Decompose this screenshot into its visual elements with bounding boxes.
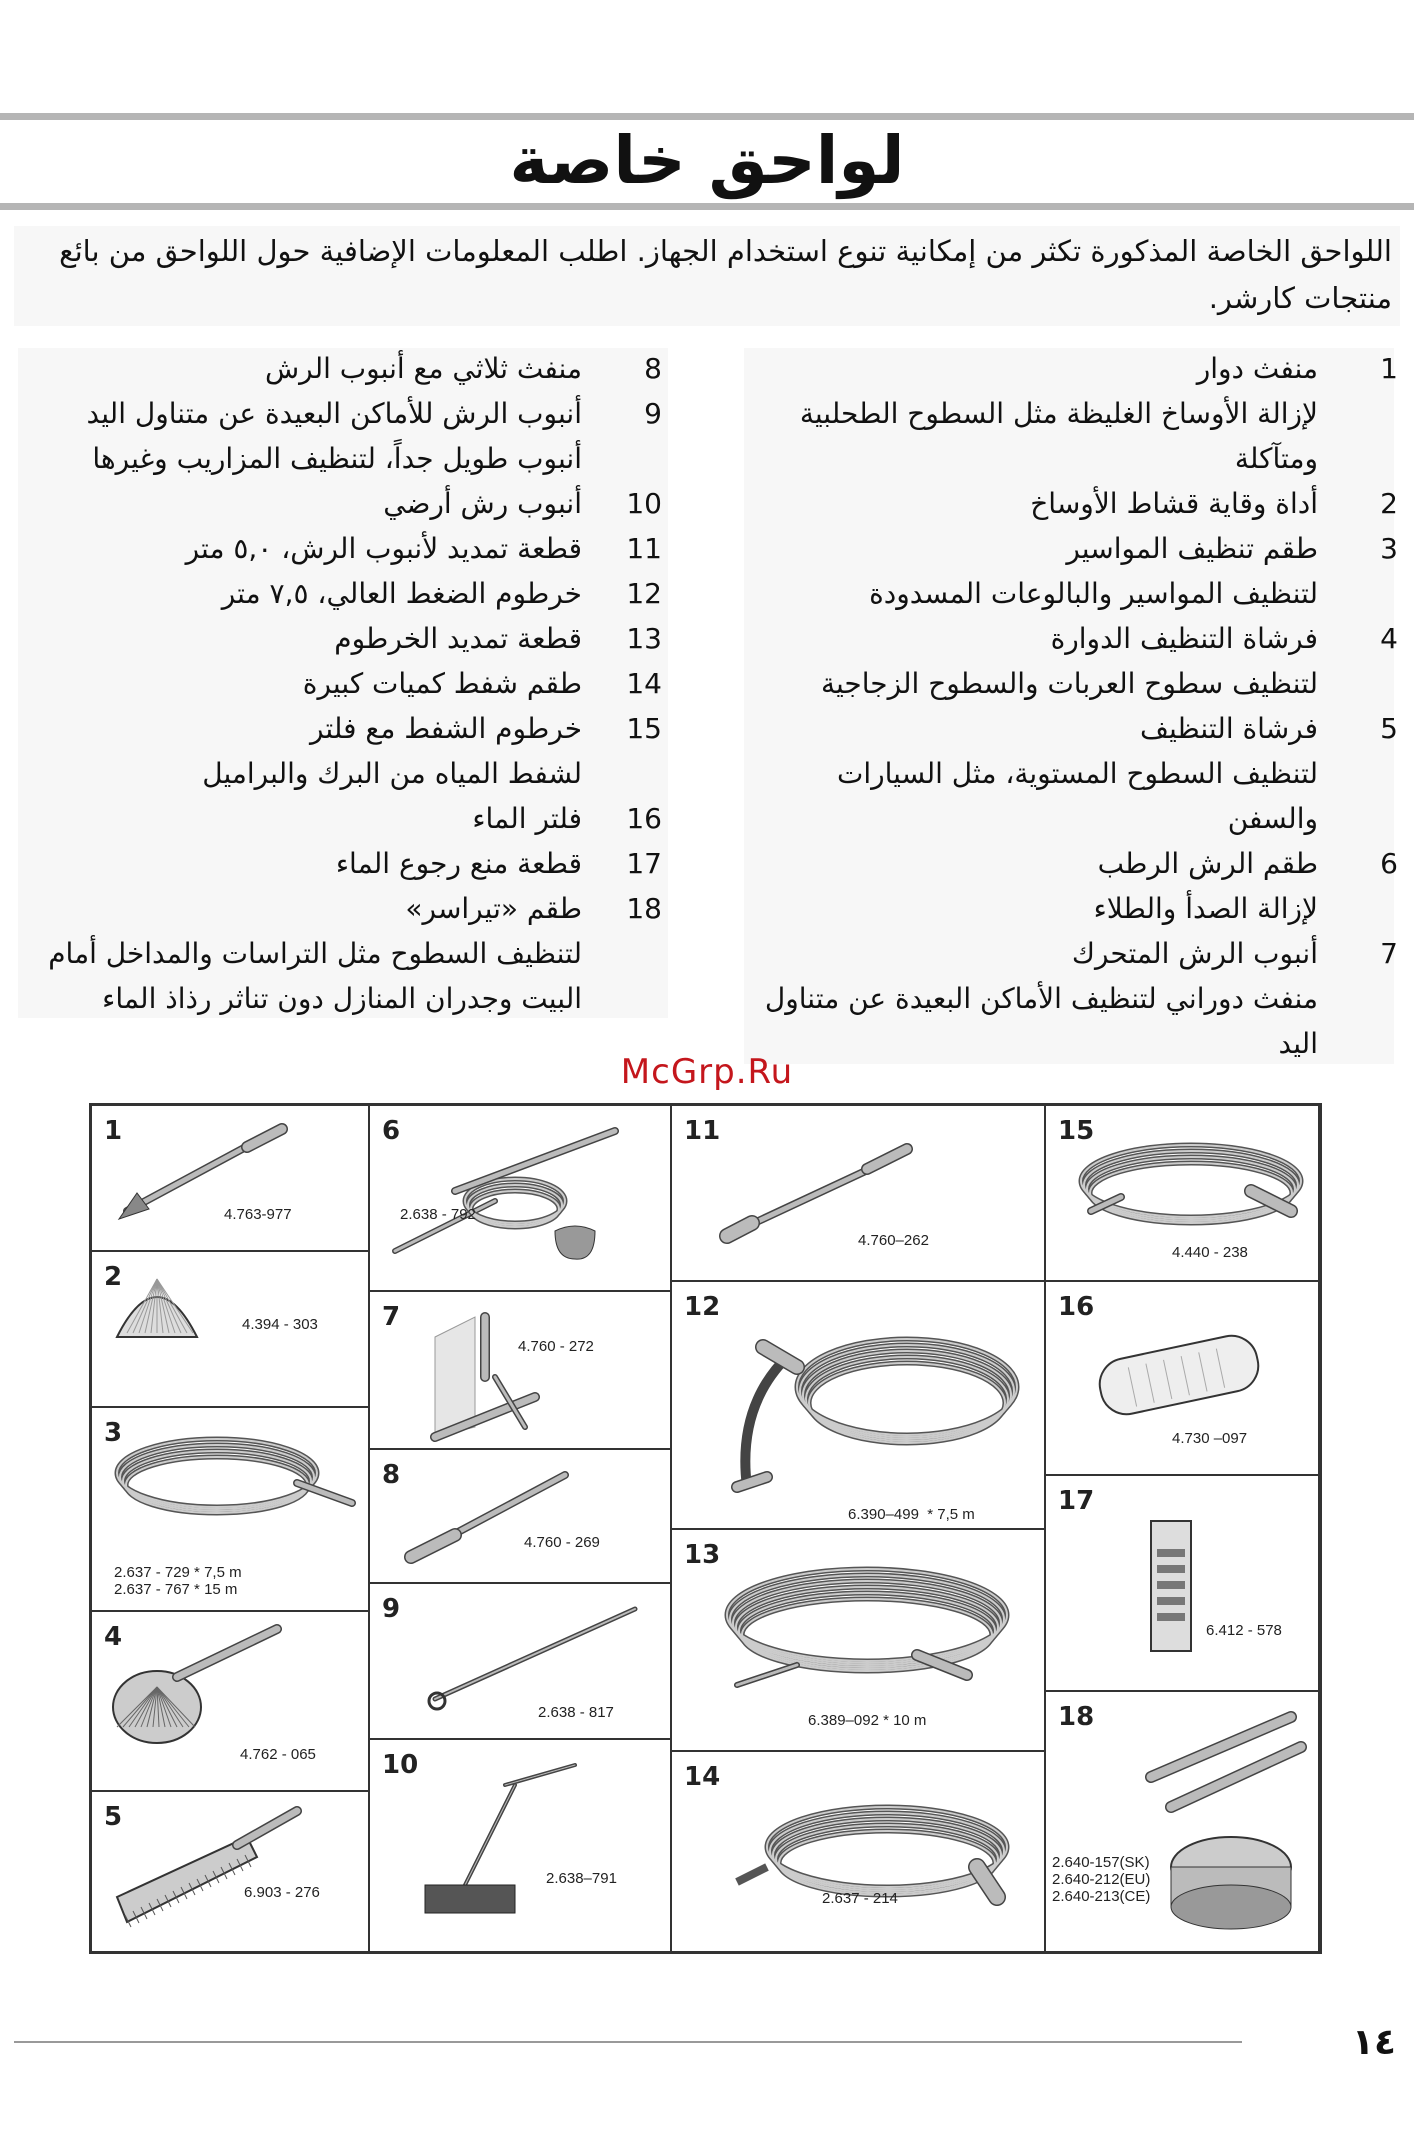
accessory-number: 1 [1380,352,1398,385]
accessory-figure-7 [370,1292,672,1450]
accessory-description: لتنظيف السطوح المستوية، مثل السيارات [836,757,1318,790]
accessory-name: خرطوم الشفط مع فلتر [309,712,582,745]
intro-paragraph [40,228,1392,322]
accessory-figure-5 [92,1792,370,1954]
watermark: McGrp.Ru [620,1052,794,1092]
title-rule [0,203,1414,210]
accessory-name: فرشاة التنظيف الدوارة [1050,622,1318,655]
figure-number: 6 [382,1116,401,1146]
intro-line: اللواحق الخاصة المذكورة تكثر من إمكانية تنوع استخدام الجهاز. اطلب المعلومات الإضافية حول اللواحق من بائع [59,234,1392,268]
part-number: 6.389–092 * 10 m [808,1712,927,1729]
accessory-figure-12 [672,1282,1046,1530]
figure-number: 9 [382,1594,401,1624]
accessory-figure-6 [370,1106,672,1292]
figure-number: 10 [382,1750,419,1780]
part-number: 4.394 - 303 [242,1316,318,1333]
accessory-number: 7 [1380,937,1398,970]
figure-number: 18 [1058,1702,1095,1732]
accessory-entry [12,706,662,796]
figure-number: 2 [104,1262,123,1292]
accessory-figure-17 [1046,1476,1320,1692]
accessory-number: 10 [626,487,662,520]
accessory-figure-9 [370,1584,672,1740]
accessory-figure-13 [672,1530,1046,1752]
accessory-list-right [758,346,1398,1066]
accessory-description: اليد [1278,1027,1318,1060]
accessory-number: 11 [626,532,662,565]
part-number: 4.760 - 272 [518,1338,594,1355]
accessory-name: قطعة تمديد الخرطوم [334,622,582,655]
lance-extension-icon [677,1111,1041,1277]
accessory-number: 16 [626,802,662,835]
figure-number: 1 [104,1116,123,1146]
accessory-name: طقم تنظيف المواسير [1066,532,1318,565]
triple-nozzle-lance-icon [375,1455,667,1579]
part-number: 4.440 - 238 [1172,1244,1248,1261]
accessory-number: 4 [1380,622,1398,655]
accessory-description: لتنظيف سطوح العربات والسطوح الزجاجية [820,667,1318,700]
accessory-entry [12,481,662,526]
accessory-figure-2 [92,1252,370,1408]
accessory-entry [12,886,662,1021]
accessory-number: 13 [626,622,662,655]
figure-number: 11 [684,1116,721,1146]
figure-number: 3 [104,1418,123,1448]
figure-number: 15 [1058,1116,1095,1146]
accessory-name: أنبوب الرش المتحرك [1071,937,1318,970]
accessory-number: 3 [1380,532,1398,565]
accessory-name: فلتر الماء [472,802,582,835]
figure-number: 14 [684,1762,721,1792]
accessory-description: لتنظيف السطوح مثل التراسات والمداخل أمام [48,937,582,970]
accessory-entry [12,616,662,661]
accessory-name: طقم شفط كميات كبيرة [302,667,582,700]
accessory-figure-15 [1046,1106,1320,1282]
accessory-name: طقم «تيراسر» [405,892,582,925]
floor-spray-lance-icon [375,1745,667,1949]
accessory-entry [12,346,662,391]
accessory-figure-18 [1046,1692,1320,1954]
accessory-description: منفث دوراني لتنظيف الأماكن البعيدة عن متناول [764,982,1318,1015]
accessory-figure-8 [370,1450,672,1584]
suction-kit-icon [677,1757,1041,1949]
accessory-entry [12,571,662,616]
accessory-number: 8 [644,352,662,385]
part-number: 2.638 - 817 [538,1704,614,1721]
part-number: 4.730 –097 [1172,1430,1248,1447]
accessory-entry [758,346,1398,481]
accessory-name: منفث ثلاثي مع أنبوب الرش [264,352,582,385]
part-number: 2.638 - 792 [400,1206,476,1223]
accessory-number: 5 [1380,712,1398,745]
figure-number: 7 [382,1302,401,1332]
accessory-entry [758,526,1398,616]
accessory-figure-4 [92,1612,370,1792]
accessory-entry [12,526,662,571]
accessory-description: والسفن [1227,802,1318,835]
accessory-description: لشفط المياه من البرك والبراميل [202,757,582,790]
accessory-figure-11 [672,1106,1046,1282]
accessory-figure-1 [92,1106,370,1252]
figure-number: 17 [1058,1486,1095,1516]
accessory-entry [758,481,1398,526]
figure-number: 16 [1058,1292,1095,1322]
accessory-entry [12,661,662,706]
accessory-figure-14 [672,1752,1046,1954]
part-number: 6.903 - 276 [244,1884,320,1901]
figure-number: 8 [382,1460,401,1490]
accessory-name: أداة وقاية قشاط الأوساخ [1030,487,1318,520]
part-number: 4.760–262 [858,1232,929,1249]
footer-rule [14,2041,1242,2043]
accessory-description: أنبوب طويل جداً، لتنظيف المزاريب وغيرها [92,442,582,475]
accessory-entry [12,796,662,841]
accessory-number: 15 [626,712,662,745]
intro-line: منتجات كارشر. [1208,281,1392,315]
accessory-number: 6 [1380,847,1398,880]
part-number: 2.640-157(SK) 2.640-212(EU) 2.640-213(CE) [1052,1854,1151,1905]
part-number: 2.637 - 214 [822,1890,898,1907]
accessory-description: لإزالة الأوساخ الغليظة مثل السطوح الطحلبية [799,397,1318,430]
accessory-name: فرشاة التنظيف [1139,712,1318,745]
part-number: 2.638–791 [546,1870,617,1887]
accessory-description: لتنظيف المواسير والبالوعات المسدودة [869,577,1318,610]
part-number: 6.412 - 578 [1206,1622,1282,1639]
gutter-lance-icon [375,1589,667,1735]
accessory-figure-10 [370,1740,672,1954]
part-number: 4.762 - 065 [240,1746,316,1763]
page-title: لواحق خاصة [509,122,905,199]
accessory-entry [758,616,1398,706]
patio-cleaner-icon [1051,1697,1315,1949]
accessory-figure-3 [92,1408,370,1612]
rotary-brush-icon [97,1617,365,1787]
accessory-description: ومتآكلة [1234,442,1318,475]
accessory-number: 14 [626,667,662,700]
figure-number: 4 [104,1622,123,1652]
angled-spray-lance-icon [375,1297,667,1445]
accessory-name: أنبوب الرش للأماكن البعيدة عن متناول اليد [86,397,582,430]
accessory-name: قطعة تمديد لأنبوب الرش، ٥,٠ متر [185,532,582,565]
accessory-number: 2 [1380,487,1398,520]
accessory-description: لإزالة الصدأ والطلاء [1093,892,1318,925]
rotary-nozzle-icon [97,1111,365,1247]
high-pressure-hose-icon [677,1287,1041,1525]
accessory-name: منفث دوار [1196,352,1318,385]
accessory-number: 9 [644,397,662,430]
accessory-number: 12 [626,577,662,610]
accessory-name: خرطوم الضغط العالي، ٧,٥ متر [221,577,582,610]
accessory-figure-grid [89,1103,1322,1954]
part-number: 6.390–499 * 7,5 m [848,1506,975,1523]
accessory-entry [12,391,662,481]
accessory-number: 18 [626,892,662,925]
accessory-name: قطعة منع رجوع الماء [335,847,582,880]
accessory-description: البيت وجدران المنازل دون تناثر رذاذ الماء [102,982,582,1015]
accessory-number: 17 [626,847,662,880]
accessory-name: طقم الرش الرطب [1097,847,1318,880]
accessory-entry [758,706,1398,841]
part-number: 4.760 - 269 [524,1534,600,1551]
figure-number: 13 [684,1540,721,1570]
accessory-entry [758,841,1398,931]
accessory-figure-16 [1046,1282,1320,1476]
figure-number: 12 [684,1292,721,1322]
wash-brush-icon [97,1797,365,1949]
part-number: 2.637 - 729 * 7,5 m 2.637 - 767 * 15 m [114,1564,242,1598]
accessory-entry [12,841,662,886]
dirt-blaster-guard-icon [97,1257,365,1403]
figure-number: 5 [104,1802,123,1832]
accessory-entry [758,931,1398,1066]
part-number: 4.763-977 [224,1206,292,1223]
page-number: ١٤ [1352,2022,1396,2063]
wet-blasting-kit-icon [375,1111,667,1287]
accessory-list-left [12,346,662,1021]
accessory-name: أنبوب رش أرضي [383,487,582,520]
